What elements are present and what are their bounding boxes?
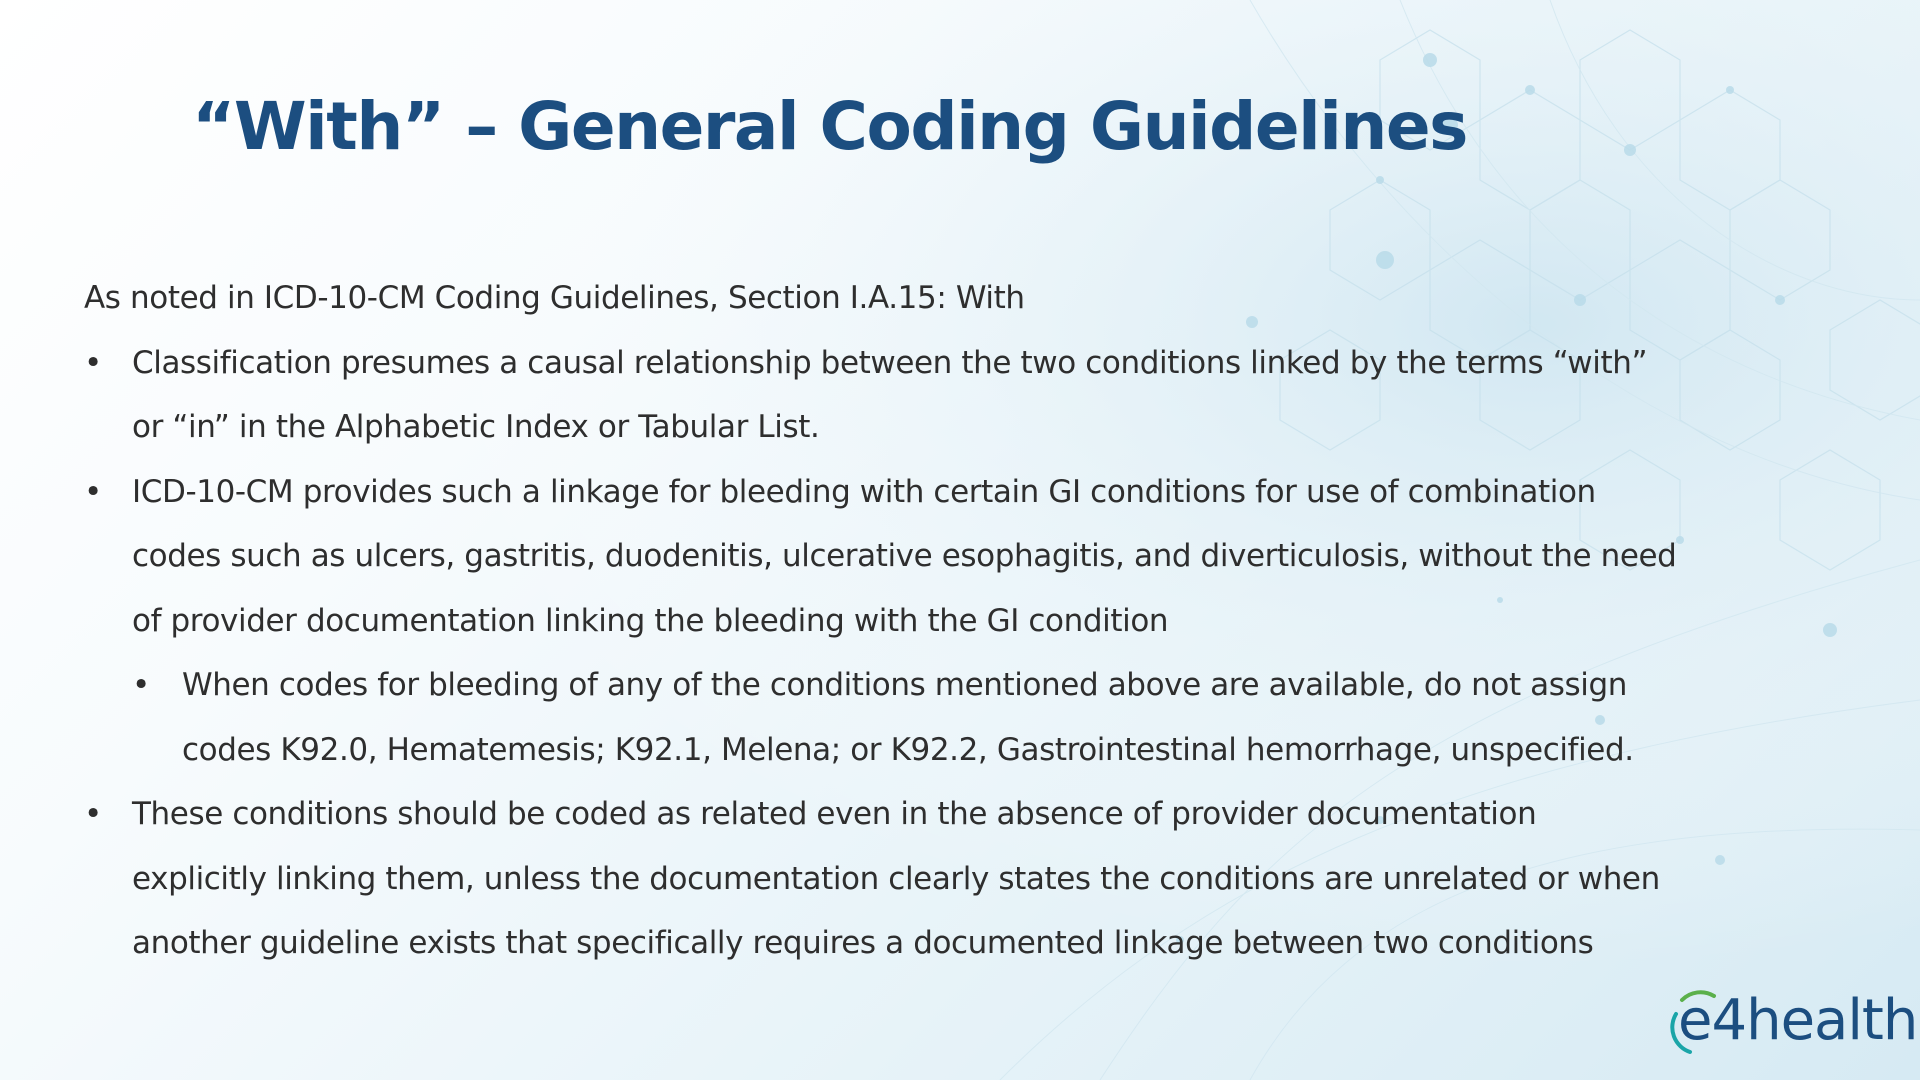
sub-bullet-point-icon: • (132, 667, 150, 703)
logo-text: e4health (1678, 988, 1918, 1053)
e4health-logo (1668, 988, 1918, 1058)
sub-bullet-line: codes K92.0, Hematemesis; K92.1, Melena; or K92.2, Gastrointestinal hemorrhage, unspecified. (182, 731, 1634, 768)
bullet-list (84, 331, 1824, 976)
bullet-line: These conditions should be coded as related even in the absence of provider documentation (132, 796, 1537, 832)
sub-bullet-item (132, 653, 1824, 782)
bullet-line: explicitly linking them, unless the documentation clearly states the conditions are unrelated or when (132, 860, 1660, 897)
bullet-point-icon: • (84, 344, 102, 381)
bullet-line: another guideline exists that specifically requires a documented linkage between two conditions (132, 925, 1594, 961)
slide-title: “With” – General Coding Guidelines (192, 88, 1467, 165)
sub-bullet-line: When codes for bleeding of any of the conditions mentioned above are available, do not assign (182, 667, 1627, 703)
sub-bullet-list (132, 653, 1824, 782)
bullet-line: Classification presumes a causal relationship between the two conditions linked by the terms “with” (132, 344, 1648, 381)
bullet-point-icon: • (84, 796, 102, 832)
slide-body (84, 266, 1824, 976)
bullet-line: or “in” in the Alphabetic Index or Tabular List. (132, 409, 820, 445)
bullet-line: of provider documentation linking the bleeding with the GI condition (132, 602, 1169, 639)
bullet-item (84, 460, 1824, 783)
bullet-line: codes such as ulcers, gastritis, duodenitis, ulcerative esophagitis, and diverticulosis, without the need (132, 538, 1677, 574)
intro-text: As noted in ICD-10-CM Coding Guidelines, Section I.A.15: With (84, 280, 1025, 316)
bullet-line: ICD-10-CM provides such a linkage for bleeding with certain GI conditions for use of combination (132, 473, 1596, 510)
bullet-point-icon: • (84, 473, 102, 510)
bullet-item (84, 782, 1824, 976)
bullet-item (84, 331, 1824, 460)
